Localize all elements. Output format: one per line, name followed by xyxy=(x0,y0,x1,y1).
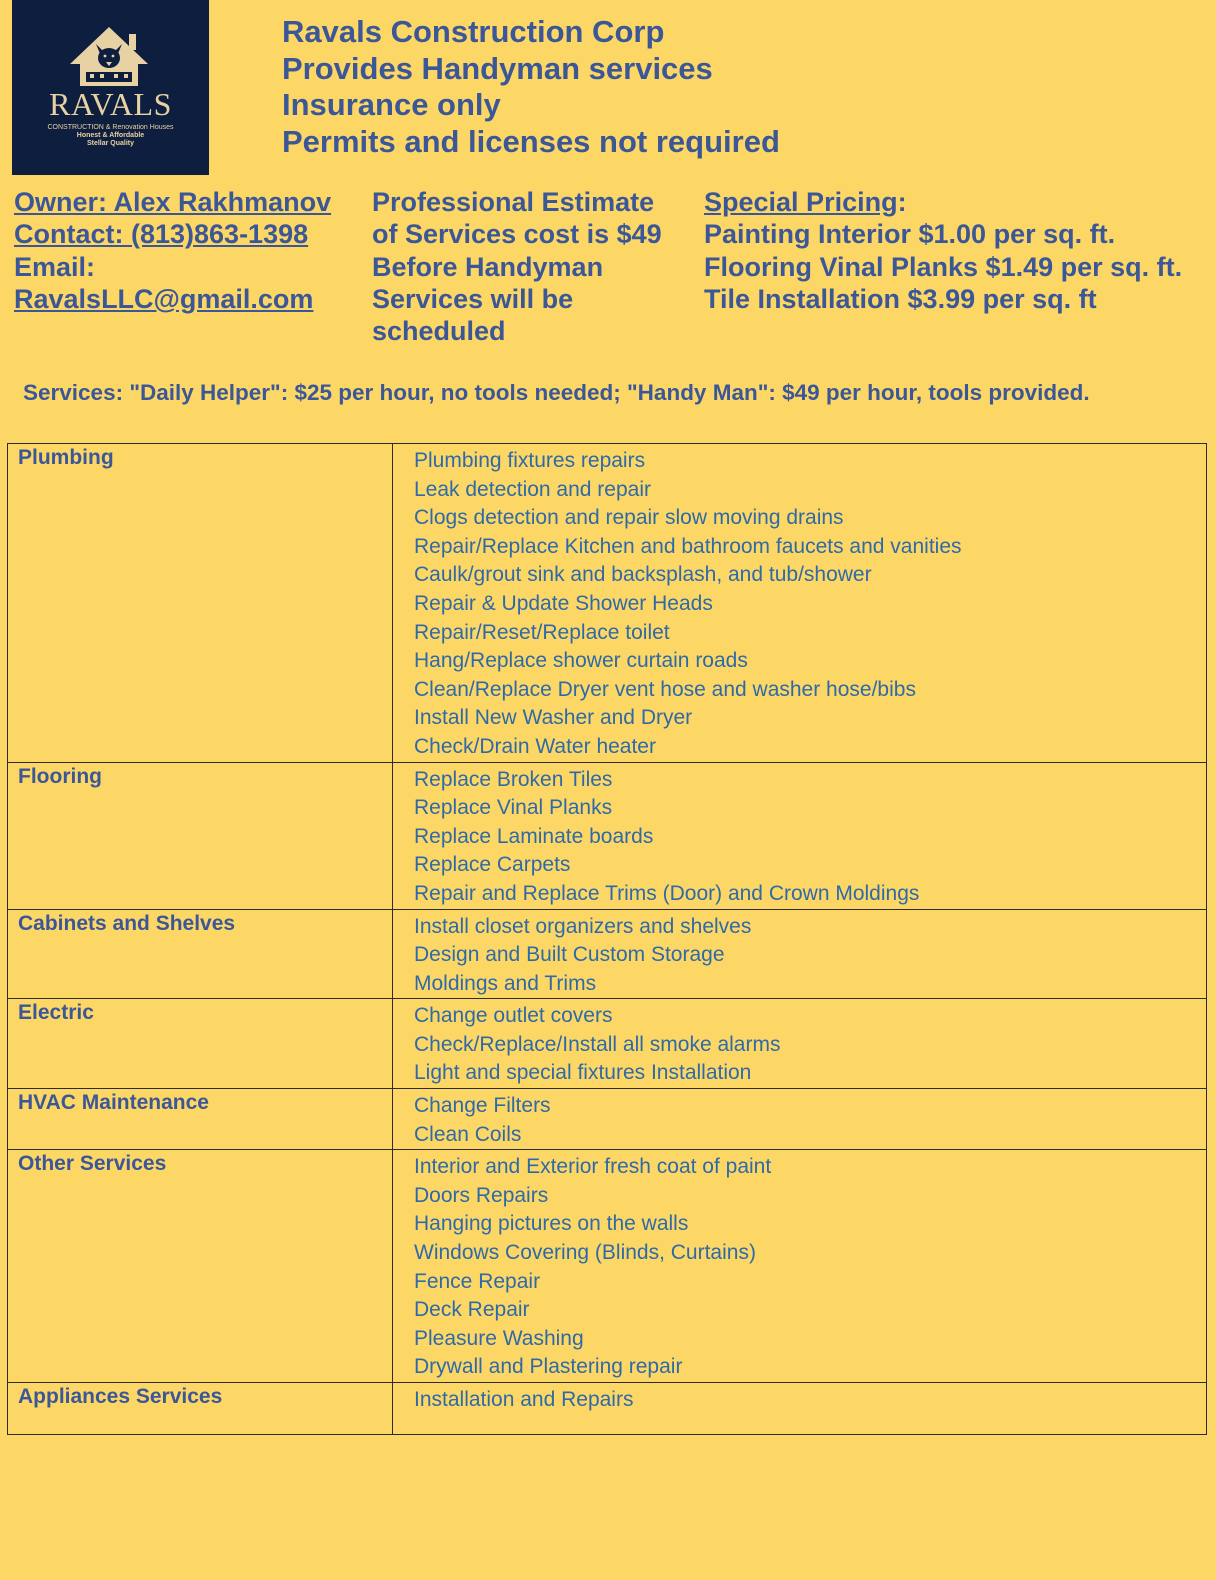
service-category: Flooring xyxy=(8,762,393,909)
list-item: Plumbing fixtures repairs xyxy=(414,449,646,472)
service-items xyxy=(393,1383,1207,1435)
estimate-line: of Services cost is $49 xyxy=(372,219,662,250)
list-item: Change outlet covers xyxy=(414,1004,613,1028)
list-item: Leak detection and repair xyxy=(414,477,651,501)
service-items xyxy=(393,1150,1207,1383)
services-table xyxy=(7,443,1207,1435)
owner-name: Owner: Alex Rakhmanov xyxy=(14,187,332,217)
email-link[interactable]: RavalsLLC@gmail.com xyxy=(14,283,314,314)
pricing-line: Tile Installation $3.99 per sq. ft xyxy=(704,283,1097,314)
logo-title: RAVALS xyxy=(49,86,172,122)
service-category: HVAC Maintenance xyxy=(8,1089,393,1150)
logo-subtitle: CONSTRUCTION & Renovation Houses xyxy=(47,124,174,131)
list-item: Replace Carpets xyxy=(414,853,571,877)
list-item: Installation and Repairs xyxy=(414,1388,634,1411)
service-category: Plumbing xyxy=(8,444,393,763)
list-item: Moldings and Trims xyxy=(414,971,597,995)
company-logo xyxy=(12,0,209,175)
list-item: Check/Drain Water heater xyxy=(414,734,656,758)
list-item: Caulk/grout sink and backsplash, and tub/shower xyxy=(414,563,872,587)
estimate-line: Professional Estimate xyxy=(372,187,655,217)
list-item: Replace Laminate boards xyxy=(414,824,654,848)
logo-tagline: Honest & Affordable xyxy=(76,132,145,139)
list-item: Clean/Replace Dryer vent hose and washer hose/bibs xyxy=(414,677,916,701)
estimate-line: scheduled xyxy=(372,316,506,347)
list-item: Hanging pictures on the walls xyxy=(414,1212,689,1236)
list-item: Hang/Replace shower curtain roads xyxy=(414,649,748,673)
table-row xyxy=(8,444,1207,763)
estimate-line: Before Handyman xyxy=(372,251,604,282)
list-item: Light and special fixtures Installation xyxy=(414,1061,752,1085)
service-category: Cabinets and Shelves xyxy=(8,909,393,999)
estimate-line: Services will be xyxy=(372,283,574,314)
list-item: Check/Replace/Install all smoke alarms xyxy=(414,1032,781,1056)
list-item: Drywall and Plastering repair xyxy=(414,1355,683,1379)
service-category: Electric xyxy=(8,999,393,1089)
list-item: Deck Repair xyxy=(414,1298,530,1322)
list-item: Replace Broken Tiles xyxy=(414,767,613,791)
table-row xyxy=(8,1150,1207,1383)
title-line: Provides Handyman services xyxy=(282,50,713,86)
table-row xyxy=(8,1383,1207,1435)
list-item: Repair & Update Shower Heads xyxy=(414,591,713,615)
table-row xyxy=(8,1089,1207,1150)
service-items xyxy=(393,1089,1207,1150)
page-title xyxy=(282,14,780,160)
list-item: Repair/Replace Kitchen and bathroom faucets and vanities xyxy=(414,534,962,558)
email-label: Email: xyxy=(14,251,96,282)
service-items xyxy=(393,762,1207,909)
pricing-line: Painting Interior $1.00 per sq. ft. xyxy=(704,219,1116,250)
list-item: Change Filters xyxy=(414,1094,551,1118)
pricing-block xyxy=(704,186,1182,315)
table-row xyxy=(8,999,1207,1089)
service-items xyxy=(393,444,1207,763)
list-item: Replace Vinal Planks xyxy=(414,796,613,820)
list-item: Pleasure Washing xyxy=(414,1326,584,1350)
phone-link[interactable]: Contact: (813)863-1398 xyxy=(14,219,309,250)
list-item: Design and Built Custom Storage xyxy=(414,943,725,967)
title-line: Permits and licenses not required xyxy=(282,123,780,159)
list-item: Clogs detection and repair slow moving drains xyxy=(414,506,844,530)
service-category: Appliances Services xyxy=(8,1383,393,1435)
title-line: Insurance only xyxy=(282,87,501,122)
service-items xyxy=(393,999,1207,1089)
pricing-heading xyxy=(704,186,1182,218)
list-item: Windows Covering (Blinds, Curtains) xyxy=(414,1241,756,1265)
estimate-block xyxy=(372,186,662,347)
list-item: Install New Washer and Dryer xyxy=(414,706,693,730)
list-item: Fence Repair xyxy=(414,1269,541,1293)
service-category: Other Services xyxy=(8,1150,393,1383)
pricing-line: Flooring Vinal Planks $1.49 per sq. ft. xyxy=(704,251,1183,282)
pricing-heading-text: Special Pricing xyxy=(704,187,898,217)
list-item: Interior and Exterior fresh coat of paint xyxy=(414,1155,772,1179)
contact-block xyxy=(14,186,331,315)
table-row xyxy=(8,762,1207,909)
list-item: Install closet organizers and shelves xyxy=(414,914,752,938)
list-item: Repair and Replace Trims (Door) and Crown Moldings xyxy=(414,881,920,905)
list-item: Doors Repairs xyxy=(414,1183,549,1207)
service-items xyxy=(393,909,1207,999)
table-row xyxy=(8,909,1207,999)
title-line: Ravals Construction Corp xyxy=(282,14,665,49)
services-rates: Services: "Daily Helper": $25 per hour, no tools needed; "Handy Man": $49 per hour, tools provided. xyxy=(23,380,1090,405)
logo-tagline-2: Stellar Quality xyxy=(86,140,135,147)
list-item: Clean Coils xyxy=(414,1122,522,1146)
list-item: Repair/Reset/Replace toilet xyxy=(414,620,670,644)
pricing-heading-colon: : xyxy=(897,187,907,217)
